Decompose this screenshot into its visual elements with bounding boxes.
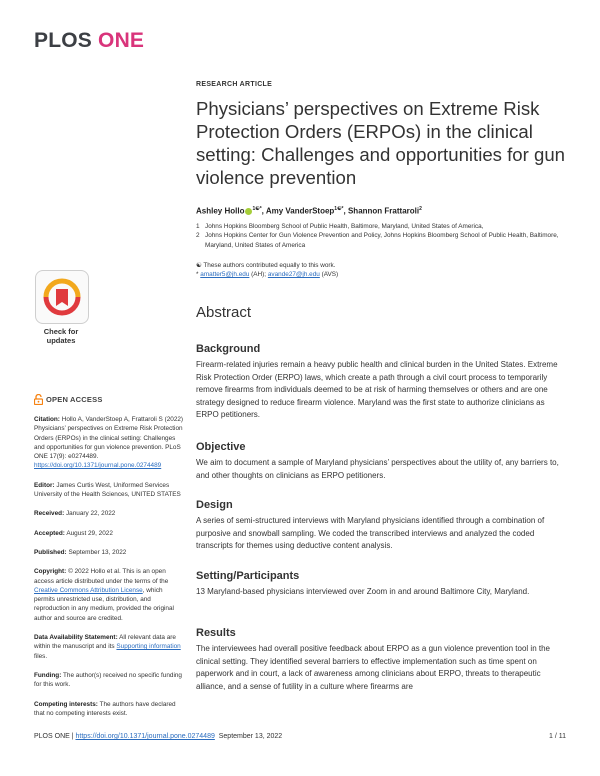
equal-contribution-note: ☯ These authors contributed equally to this work. [196,262,336,269]
published-date: Published: September 13, 2022 [34,548,127,556]
citation-doi-link[interactable]: https://doi.org/10.1371/journal.pone.0274489 [34,462,162,470]
abstract-heading: Abstract [196,304,252,321]
open-access-label: OPEN ACCESS [34,394,184,405]
author-name[interactable]: Amy VanderStoep [265,206,335,216]
section-design [196,499,568,553]
journal-name-one: ONE [98,29,145,52]
page-number: 1 / 11 [549,733,566,740]
section-heading: Results [196,627,236,639]
section-text: A series of semi-structured interviews with Maryland physicians identified through a combination of purposive and snowball sampling. We coded the transcribed interviews and analyzed the coded transcripts for themes using deductive content analysis. [196,516,545,551]
supporting-info-link[interactable]: Supporting information [116,643,181,651]
page-footer: PLOS ONE | https://doi.org/10.1371/journal.pone.0274489 September 13, 2022 1 / 11 [34,733,566,740]
correspondence-note: * amatter5@jh.edu (AH); avande27@jh.edu (AVS) [196,271,339,279]
accepted-date: Accepted: August 29, 2022 [34,529,113,537]
section-text: Firearm-related injuries remain a heavy public health and clinical burden in the United States. Extreme Risk Protection Order (ERPO) laws, which create a path through a civil court process to temporarily remove firearms from individuals deemed to be at risk of harming themselves or others and are one strategy designed to reduce firearm violence. Maryland was the first state to authorize clinicians as ERPO petitioners. [196,360,558,420]
section-heading: Background [196,343,261,355]
data-availability-block: Data Availability Statement: All relevant data are within the manuscript and its Supporting information files. [34,634,181,660]
affiliation-item: 2 Johns Hopkins Center for Gun Violence Prevention and Policy, Johns Hopkins Bloomberg School of Public Health, Baltimore, Maryland, United States of America [196,232,559,249]
open-lock-icon [34,394,43,405]
section-heading: Design [196,499,233,511]
affiliations [196,222,568,250]
footer-date: September 13, 2022 [218,733,283,740]
section-results [196,627,568,693]
funding-block: Funding: The author(s) received no specific funding for this work. [34,671,182,689]
competing-interests-block: Competing interests: The authors have declared that no competing interests exist. [34,700,176,717]
section-text: The interviewees had overall positive feedback about ERPO as a gun violence prevention tool in the clinical setting. They identified several barriers to effective implementation such as time spent on paperwork and in court, a lack of awareness among clinicians about ERPO, threats to therapeutic alliance, and a sense of futility in a culture where firearms are [196,644,550,691]
email-link[interactable]: avande27@jh.edu [267,271,320,279]
section-setting [196,570,568,599]
section-background [196,343,568,422]
copyright-block: Copyright: © 2022 Hollo et al. This is an open access article distributed under the terms of the Creative Commons Attribution License, which permits unrestricted use, distribution, and reproduction in any medium, provided the original author and source are credited. [34,568,174,622]
section-text: We aim to document a sample of Maryland physicians’ perspectives about the utility of, any barriers to, and other thoughts on clinicians as ERPO petitioners. [196,458,559,480]
section-heading: Setting/Participants [196,570,300,582]
section-heading: Objective [196,441,246,453]
article-title: Physicians’ perspectives on Extreme Risk Protection Orders (ERPOs) in the clinical setting: Challenges and opportunities for gun violence prevention [196,98,566,188]
affiliation-item: 1 Johns Hopkins Bloomberg School of Public Health, Baltimore, Maryland, United States of America, [196,223,484,230]
footer-doi-link[interactable]: https://doi.org/10.1371/journal.pone.0274489 [75,733,215,740]
section-objective [196,441,568,482]
section-text: 13 Maryland-based physicians interviewed over Zoom in and around Baltimore City, Maryland. [196,587,530,596]
received-date: Received: January 22, 2022 [34,510,116,518]
author-list: Ashley Hollo $^{1☯*}$, Amy VanderStoep$^{1☯*}$, Shannon Frattaroli$^2$ [196,206,422,216]
author-name[interactable]: Ashley Hollo [196,206,245,216]
citation-block: Citation: Hollo A, VanderStoep A, Frattaroli S (2022) Physicians’ perspectives on Extreme Risk Protection Orders (ERPOs) in the clinical setting: Challenges and opportunities for gun violence prevention. PLoS ONE 17(9): e0274489. https://doi.org/10.1371/journal.pone.0274489 [34,416,184,470]
author-notes [196,261,338,280]
email-link[interactable]: amatter5@jh.edu [200,271,250,279]
sidebar [34,270,184,718]
check-for-updates-badge[interactable] [35,270,89,324]
author-name[interactable]: Shannon Frattaroli [347,206,420,216]
article-type: RESEARCH ARTICLE [196,81,273,88]
footer-journal: PLOS ONE [34,733,70,740]
check-updates-icon [42,277,82,317]
check-for-updates-label[interactable]: Check for updates [43,327,79,345]
journal-name-plos: PLOS [34,29,92,52]
journal-logo[interactable] [34,29,144,53]
license-link[interactable]: Creative Commons Attribution License [34,586,143,594]
editor-block: Editor: James Curtis West, Uniformed Services University of the Health Sciences, UNITED STATES [34,481,181,499]
